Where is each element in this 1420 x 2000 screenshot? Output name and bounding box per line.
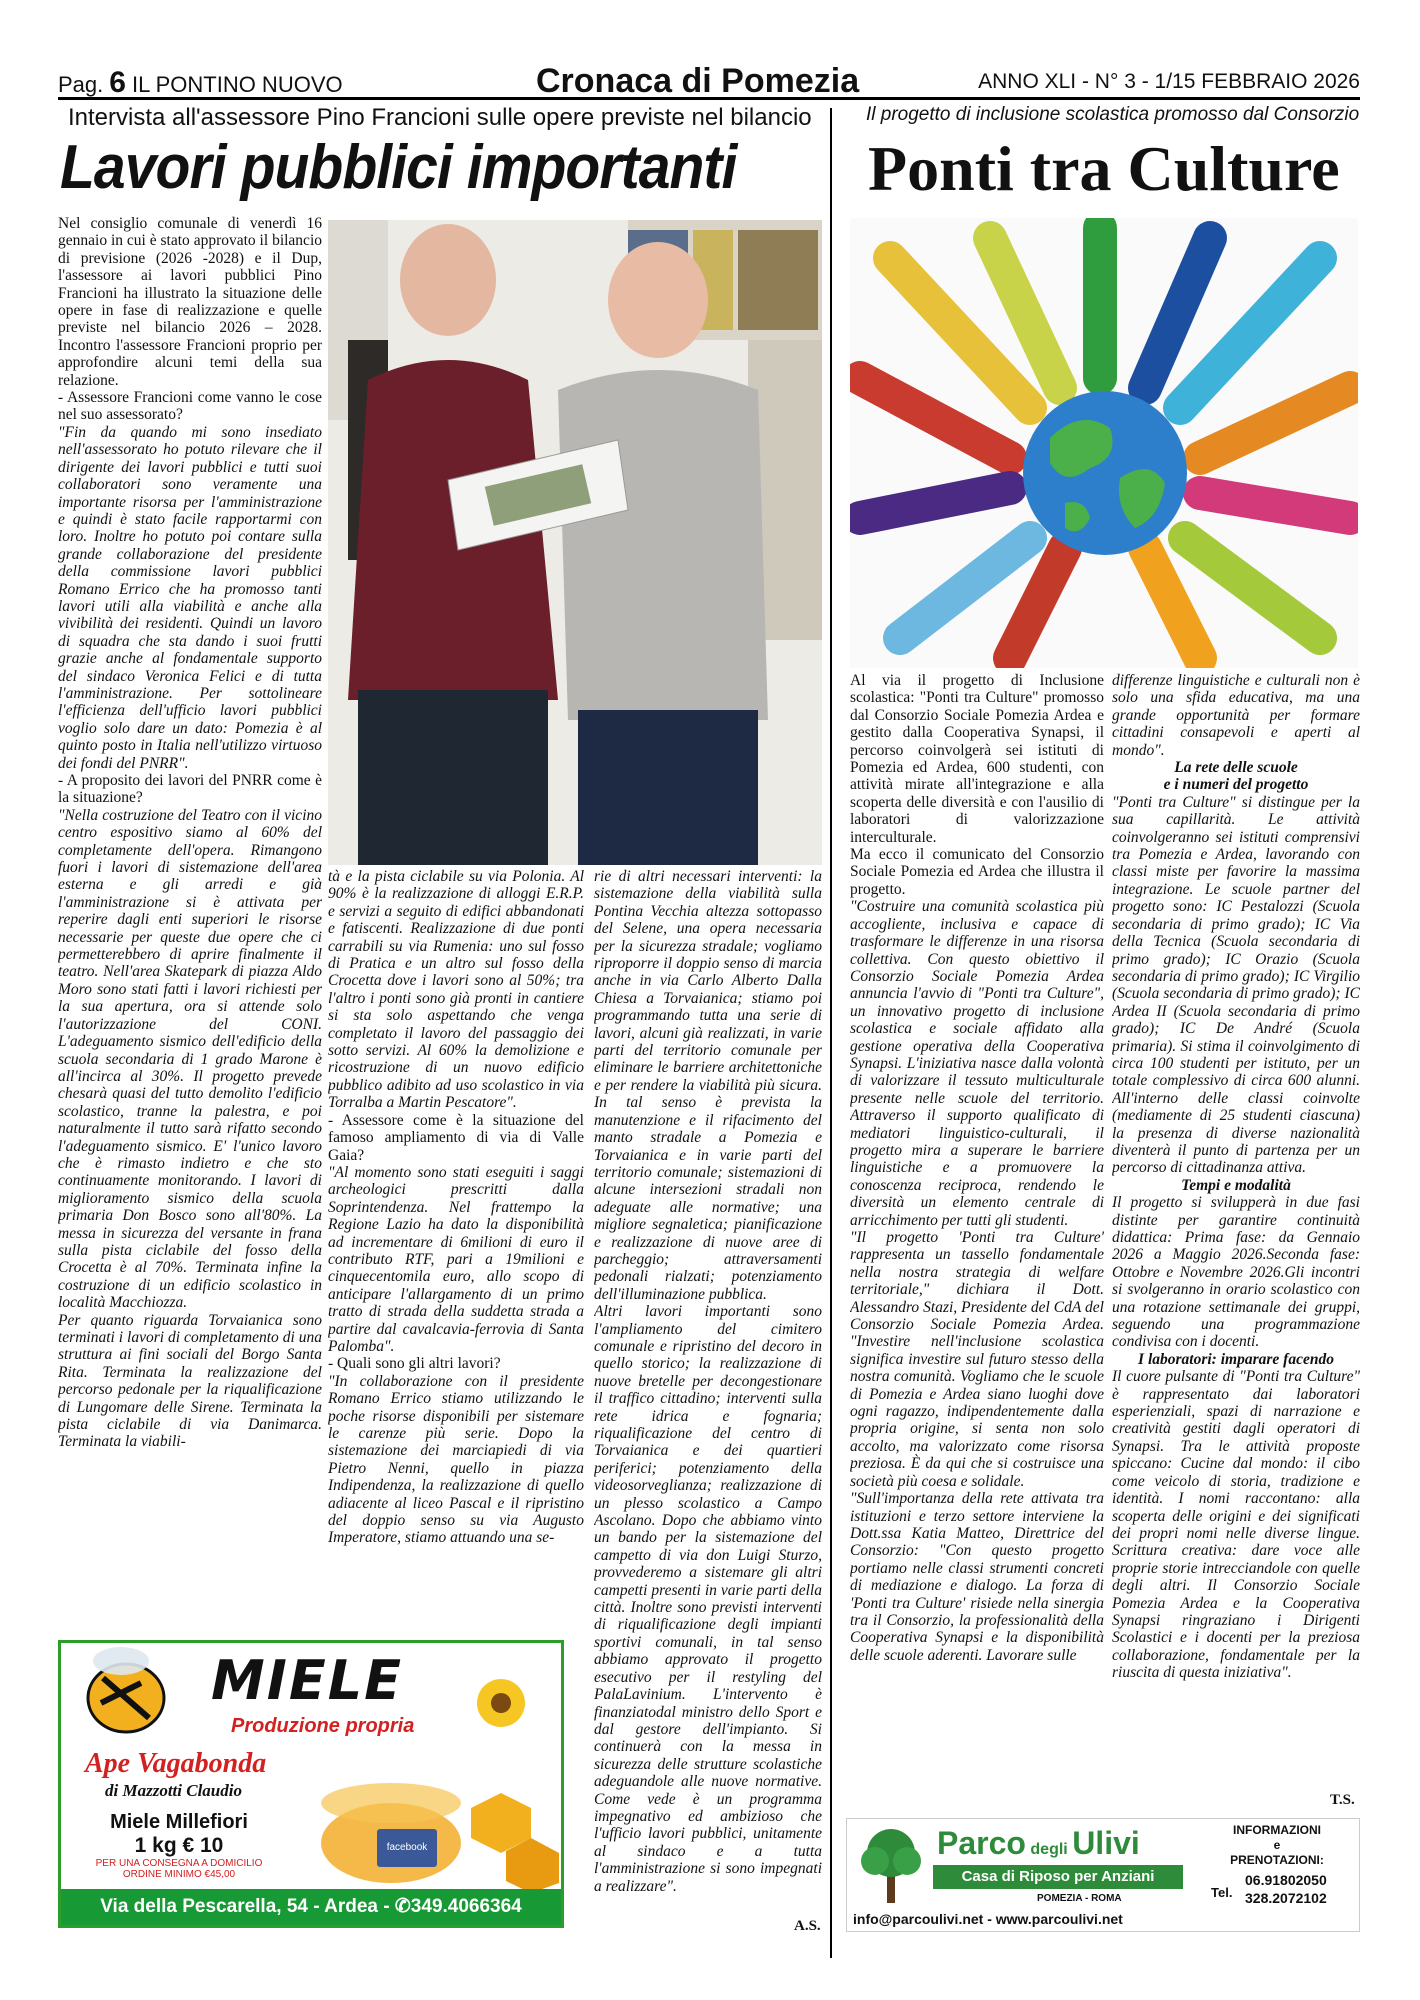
olive-tree-icon [855,1825,927,1905]
parco-info-2: e [1273,1838,1281,1852]
left-article-col1 [58,215,322,1635]
right-article-col2 [1112,672,1360,1810]
parco-phone-1[interactable]: 06.91802050 [1245,1872,1327,1888]
honey-product: Miele Millefiori [110,1811,248,1833]
parco-ad-web[interactable]: info@parcoulivi.net - www.parcoulivi.net [853,1911,1123,1927]
article-paragraph: Nel consiglio comunale di venerdì 16 gennaio in cui è stato approvato il bilancio di previsione (2026 -2028) e il Dup, l'assessore ai lavori pubblici Pino Francioni ha illustrato la situazione delle opere in fase di realizzazione e quelle previste nel bilancio 2026 – 2028. Incontro l'assessore Francioni proprio per approfondire alcuni temi della sua relazione. [58,215,322,389]
article-quote: Il progetto si svilupperà in due fasi distinte per garantire continuità didattica: Prima fase: da Gennaio 2026 a Maggio 2026.Seconda fase: Ottobre e Novembre 2026.Gli incontri si svolgeranno in orario scolastico con una rotazione settimanale dei gruppi, seguendo una programmazione condivisa con i docenti. [1112,1194,1360,1351]
facebook-icon[interactable] [377,1829,437,1867]
interview-answer: Altri lavori importanti sono l'ampliamento del cimitero comunale e ripristino del decoro in quello storico; la realizzazione di nuove bretelle per decongestionare il traffico cittadino; interventi sulla rete idrica e fognaria; riqualificazione del centro di Torvaianica e dei quartieri periferici; potenziamento della videosorveglianza; realizzazione di un plesso scolastico a Campo Ascolano. Dopo che abbiamo vinto un bando per la sistemazione del campetto di via don Luigi Sturzo, provvederemo a sistemare gli altri campetti presenti in varie parti della città. Inoltre sono previsti interventi di riqualificazione degli impianti sportivi comunali, in tal senso abbiamo approvato il progetto esecutivo per il restyling del PalaLavinium. L'intervento è finanziatodal ministro dello Sport e dal gestore dell'impianto. Si continuerà con la messa in sicurezza delle strutture scolastiche adeguandole alle nuove normative. Come vede è un programma impegnativo ed ambizioso che l'ufficio lavori pubblici, unitamente al sindaco e a tutta l'amministrazione si sono impegnati a realizzare". [594,1303,822,1895]
honey-advertisement[interactable] [58,1640,564,1928]
right-article-kicker: Il progetto di inclusione scolastica promosso dal Consorzio [866,104,1360,125]
parco-info-3: PRENOTAZIONI: [1230,1853,1324,1867]
page-header [58,60,1360,100]
subheading: La rete delle scuole [1174,759,1298,777]
honey-ad-brand: Ape Vagabonda [85,1748,267,1779]
issue-info: ANNO XLI - N° 3 - 1/15 FEBBRAIO 2026 [978,70,1360,93]
parco-ad-name [937,1825,1140,1862]
left-article-title: Lavori pubblici importanti [60,133,737,202]
right-article-col1 [850,672,1104,1810]
parco-phones [1245,1871,1327,1907]
article-quote: "Il progetto 'Ponti tra Culture' rappresenta un tassello fondamentale nella nostra strategia di welfare territoriale," dichiara il Dott. Alessandro Stazi, Presidente del CdA del Consorzio Sociale Pomezia Ardea. "Investire nell'inclusione scolastica significa investire sul futuro stesso della nostra comunità. Vogliamo che le scuole di Pomezia e Ardea siano luoghi dove ogni ragazzo, indipendentemente dalla propria origine, si senta non solo accolto, ma valorizzato come risorsa preziosa. È da qui che si costruisce una società più coesa e solidale. [850,1229,1104,1490]
interview-answer: tà e la pista ciclabile su via Polonia. Al 90% è la realizzazione di alloggi E.R.P. e servizi a seguito di edifici abbandonati e fatiscenti. Realizzazione di due ponti carrabili su via Rumenia: uno sul fosso di Pratica e un altro sul fosso della Crocetta dove i lavori sono al 50%; tra l'altro i ponti sono già pronti in cantiere si sta solo aspettando che venga completato il lavoro del passaggio dei sotto servizi. Al 60% la demolizione e ricostruzione di un nuovo edificio pubblico adibito ad uso scolastico in via Torralba a Martin Pescatore". [328,868,584,1112]
column-divider [830,108,832,1958]
article-quote: "Costruire una comunità scolastica più accogliente, inclusiva e capace di trasformare le differenze in una risorsa collettiva. Con questo obiettivo il Consorzio Sociale Pomezia Ardea annuncia l'avvio di "Ponti tra Culture", un innovativo progetto di inclusione scolastica e sociale affidato alla gestione operativa della Cooperativa Synapsi. L'iniziativa nasce dalla volontà di valorizzare il tessuto multiculturale presente nelle scuole del territorio. Attraverso il supporto qualificato di mediatori linguistico-culturali, il progetto mira a superare le barriere linguistiche e a promuovere la conoscenza reciproca, rendendo le diversità un elemento centrale di arricchimento per tutti gli studenti. [850,898,1104,1229]
honey-ad-footer: Via della Pescarella, 54 - Ardea - ✆349.4066364 [61,1889,561,1925]
interview-answer: Per quanto riguarda Torvaianica sono terminati i lavori di completamento di una struttura ai fini sociali del Borgo Santa Rita. Terminata la realizzazione del percorso pedonale per la riqualificazione di Lungomare delle Sirene. Terminata la pista ciclabile di via Danimarca. Terminata la viabili- [58,1311,322,1451]
assessor-photo-art [328,220,822,865]
assessor-photo [328,220,822,865]
article-quote: Il cuore pulsante di "Ponti tra Culture" è rappresentato dai laboratori esperienziali, spazi di narrazione e creatività gestiti dagli operatori di Synapsi. Tra le attività proposte spiccano: Cucine dal mondo: il cibo come veicolo di storia, tradizione e identità. I nomi raccontano: alla scoperta delle origini e dei significati dei propri nomi nelle diverse lingue. Scrittura creativa: dare voce alle proprie storie intrecciandole con quelle degli altri. Il Consorzio Sociale Pomezia Ardea e la Cooperativa Synapsi ringraziano i Dirigenti Scolastici e i docenti per la preziosa collaborazione, fondamentale per la riuscita di questa iniziativa". [1112,1368,1360,1682]
right-article-signature: T.S. [1330,1792,1355,1808]
section-title: Cronaca di Pomezia [536,62,860,100]
parco-ad-subtitle: Casa di Riposo per Anziani [933,1865,1183,1889]
honey-price: 1 kg € 10 [134,1834,224,1857]
interview-answer: "Al momento sono stati eseguiti i saggi archeologici prescritti dalla Soprintendenza. Nel frattempo la Regione Lazio ha dato la disponibilità ad incrementare di 6milioni di euro il contributo RTF, pari a 19milioni e cinquecentomila euro, allo scopo di anticipare l'allargamento di un primo tratto di strada della suddetta strada a partire dal cavalcavia-ferrovia di Santa Palomba". [328,1163,584,1355]
interview-question: - A proposito dei lavori del PNRR come è la situazione? [58,772,322,807]
interview-question: - Assessore come è la situazione del famoso ampliamento di via di Valle Gaia? [328,1111,584,1164]
interview-answer: rie di altri necessari interventi: la sistemazione della viabilità sulla Pontina Vecchia altezza sottopasso del Selene, una opera necessaria per la sicurezza stradale; vogliamo riproporre il doppio senso di marcia anche in via Carlo Alberto Dalla Chiesa a Torvaianica; stiamo poi programmando tutta una serie di lavori, alcuni già realizzati, in varie parti del territorio comunale per eliminare le barriere architettoniche e per rendere la viabilità più sicura. In tal senso è prevista la manutenzione e il rifacimento del manto stradale a Pomezia e Torvaianica e in varie parti del territorio comunale; sistemazioni di alcune intersezioni stradali non adeguate alle normative; una migliore segnaletica; pianificazione e realizzazione di nuove aree di parcheggio; attraversamenti pedonali rialzati; potenziamento dell'illuminazione pubblica. [594,868,822,1303]
parco-ad-info [1199,1823,1355,1868]
interview-question: - Assessore Francioni come vanno le cose nel suo assessorato? [58,389,322,424]
facebook-label: facebook [386,1842,428,1853]
parco-info-1: INFORMAZIONI [1233,1823,1321,1837]
page-label: Pag. [58,72,104,97]
page-info [58,66,343,100]
honey-minimum: ORDINE MINIMO €45,00 [122,1869,236,1880]
subheading: Tempi e modalità [1181,1176,1291,1194]
right-article-title: Ponti tra Culture [868,133,1340,204]
article-quote: differenze linguistiche e culturali non è solo una sfida educativa, ma una grande opportunità per formare cittadini consapevoli e aperti al mondo". [1112,672,1360,759]
article-paragraph: Ma ecco il comunicato del Consorzio Sociale Pomezia ed Ardea che illustra il progetto. [850,846,1104,898]
hands-globe-illustration [850,218,1358,668]
honey-ad-tagline: Produzione propria [231,1715,415,1737]
subheading: e i numeri del progetto [1163,776,1309,794]
article-quote: "Ponti tra Culture" si distingue per la sua capillarità. Le attività coinvolgeranno sei istituti comprensivi tra Pomezia e Ardea, lavorando con classi miste per favorire la massima integrazione. Le scuole partner del progetto sono: IC Pestalozzi (Scuola secondaria di primo grado); IC Via della Tecnica (Scuola secondaria di primo grado); IC Orazio (Scuola secondaria di primo grado); IC Virgilio (Scuola secondaria di primo grado); IC Ardea II (Scuola secondaria di primo grado); IC De André (Scuola primaria). Si stima il coinvolgimento di circa 100 studenti per istituto, per un totale complessivo di circa 600 alunni. All'interno delle classi coinvolte (mediamente di 25 studenti ciascuna) la presenza di diverse nazionalità diventerà il punto di partenza per un percorso di cittadinanza attiva. [1112,793,1360,1177]
honey-ad-owner: di Mazzotti Claudio [105,1781,242,1800]
interview-answer: "Nella costruzione del Teatro con il vicino centro espositivo siamo al 60% del completamente dell'opera. Rimangono fuori i lavori di sistemazione dell'area esterna e gli arredi e già l'amministrazione si è attivata per reperire dagli enti superiori le risorse necessarie per queste due opere che ci permetterebbero di aprire finalmente il teatro. Nell'area Skatepark di piazza Aldo Moro sono stati fatti i lavori richiesti per la sua apertura, ora si attende solo l'autorizzazione del CONI. L'adeguamento sismico dell'edificio della scuola secondaria di 1 grado Marone è all'incirca al 30%. Il progetto prevede chesarà quasi del tutto demolito l'edificio scolastico, tranne la palestra, e poi naturalmente il tutto sarà rifatto secondo l'adeguamento sismico. E' l'unico lavoro che è rimasto indietro e che sto continuamente monitorando. I lavori di miglioramento sismico della scuola primaria Don Bosco sono all'80%. La messa in sicurezza del versante in frana sulla pista ciclabile del fosso della Crocetta è al 70%. Terminata infine la costruzione di un edificio scolastico in località Macchiozza. [58,806,322,1312]
parco-ulivi-advertisement[interactable] [846,1818,1360,1932]
interview-question: - Quali sono gli altri lavori? [328,1355,501,1373]
interview-answer: "Fin da quando mi sono insediato nell'assessorato ho potuto rilevare che il dirigente dei lavori pubblici e tutti suoi collaboratori sono veramente una importante risorsa per l'amministrazione e quindi è stato facile rapportarmi con loro. Inoltre ho potuto poi contare sulla grande collaborazione del presidente della commissione lavori pubblici Romano Errico che ha promosso tanti lavori utili alla viabilità e anche alla vivibilità dei residenti. Quindi un lavoro di squadra che sta dando i suoi frutti grazie anche al fondamentale supporto del sindaco Veronica Felici e di tutta l'amministrazione. Per sottolineare l'efficienza dell'ufficio lavori pubblici voglio solo dare un dato: Pomezia è al quinto posto in Italia nell'utilizzo virtuoso dei fondi del PNRR". [58,423,322,772]
parco-name-2: degli [1030,1841,1068,1858]
honey-delivery: PER UNA CONSEGNA A DOMICILIO [95,1858,263,1869]
parco-phone-2[interactable]: 328.2072102 [1245,1890,1327,1906]
hands-globe-art [850,218,1358,668]
left-article-col3 [594,868,822,1920]
interview-answer: "In collaborazione con il presidente Romano Errico stiamo utilizzando le poche risorse disponibili per sistemare le carenze più serie. Dopo la sistemazione dei marciapiedi di via Pietro Nenni, quello in piazza Indipendenza, la realizzazione di quello adiacente al liceo Pascal e il ripristino del doppio senso su via Augusto Imperatore, stiamo attuando una se- [328,1372,584,1547]
left-article-signature: A.S. [794,1918,821,1934]
article-quote: "Sull'importanza della rete attivata tra istituzioni e terzo settore interviene la Dott.ssa Katia Matteo, Direttrice del Consorzio: "Con questo progetto portiamo nelle classi strumenti concreti di mediazione e dialogo. La forza di 'Ponti tra Culture' risiede nella sinergia tra il Consorzio, la professionalità della Cooperativa Synapsi e la disponibilità delle scuole aderenti. Lavorare sulle [850,1490,1104,1664]
parco-ad-location: POMEZIA - ROMA [1037,1893,1122,1904]
page-number: 6 [109,66,126,99]
newspaper-name: IL PONTINO NUOVO [131,72,343,97]
parco-name-1: Parco [937,1825,1026,1861]
parco-name-3: Ulivi [1072,1825,1140,1861]
parco-tel-label: Tel. [1211,1885,1233,1900]
subheading: I laboratori: imparare facendo [1138,1350,1334,1368]
left-article-kicker: Intervista all'assessore Pino Francioni sulle opere previste nel bilancio [68,104,812,131]
honey-ad-price-box [79,1811,279,1880]
honey-ad-title: MIELE [211,1649,404,1712]
article-paragraph: Al via il progetto di Inclusione scolastica: "Ponti tra Culture" promosso dal Consorzio Sociale Pomezia Ardea e gestito dalla Cooperativa Synapsi, il percorso coinvolgerà sei istituti di Pomezia ed Ardea, 600 studenti, con attività mirate all'integrazione e alla scoperta delle diversità e con l'ausilio di laboratori di valorizzazione interculturale. [850,672,1104,846]
left-article-col2 [328,868,584,1636]
